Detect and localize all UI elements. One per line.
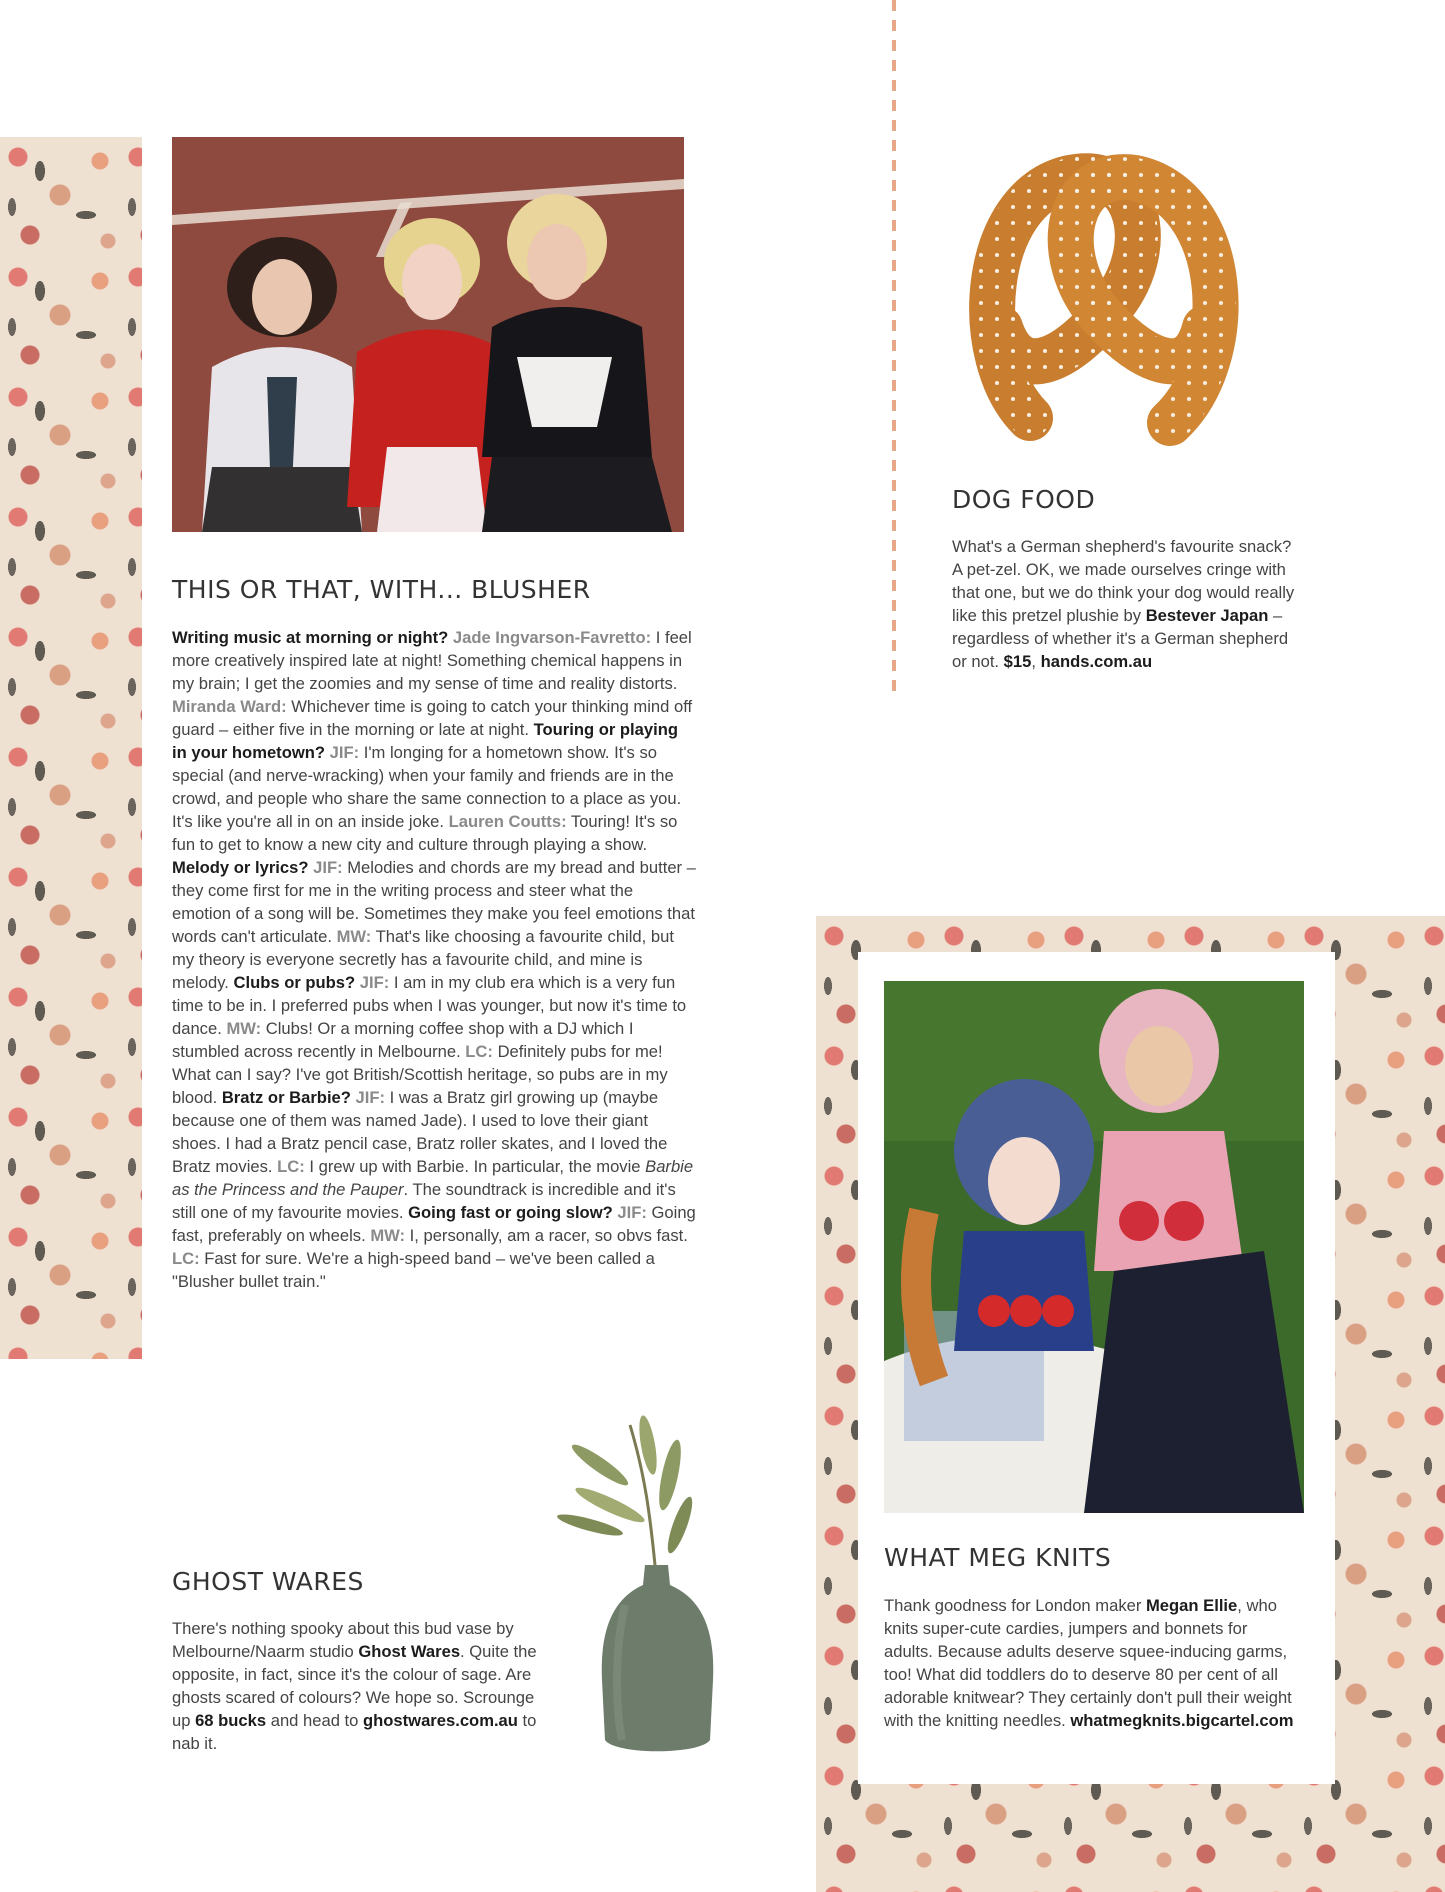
speaker-name: LC: [172,1249,200,1268]
speaker-name: JIF: [359,973,390,992]
bold-text: Bestever Japan [1145,606,1269,625]
text-run: . The soundtrack is incredible and it's still one of my favourite movies. [172,1180,676,1222]
dog-food-text [952,535,1296,673]
text-run: I was a Bratz girl growing up (maybe because one of them was named Jade). I used to love their giant shoes. I had a Bratz pencil case, Bratz roller skates, and I loved the Bratz movies. [172,1088,668,1176]
question: Clubs or pubs? [233,973,356,992]
text-run: I grew up with Barbie. In particular, the movie [304,1157,646,1176]
text-run: , who knits super-cute cardies, jumpers and bonnets for adults. Because adults deserve squee-inducing garms, too! What did toddlers do to deserve 80 per cent of all adorable knitwear? They certainly don't pull their weight with the knitting needles. [884,1596,1292,1730]
floral-border-left [0,137,142,1359]
text-run: Touring! It's so fun to get to know a new city and culture through playing a show. [172,812,678,854]
text-run: Clubs! Or a morning coffee shop with a DJ which I stumbled across recently in Melbourne. [172,1019,634,1061]
meg-knits-photo [884,981,1304,1513]
ghost-wares-title: GHOST WARES [172,1567,364,1596]
text-run: . Quite the opposite, in fact, since it's the colour of sage. Are ghosts scared of colours? We hope so. Scrounge up [172,1642,537,1730]
question: Melody or lyrics? [172,858,309,877]
text-run: Whichever time is going to catch your thinking mind off guard – either five in the morning or late at night. [172,697,693,739]
speaker-name: MW: [336,927,372,946]
speaker-name: JIF: [617,1203,647,1222]
text-run: I am in my club era which is a very fun time to be in. I preferred pubs when I was younger, but now it's time to dance. [172,973,687,1038]
speaker-name: JIF: [313,858,343,877]
speaker-name: Lauren Coutts: [448,812,567,831]
text-run: – regardless of whether it's a German shepherd or not. [952,606,1289,671]
speaker-name: LC: [277,1157,305,1176]
bold-text: whatmegknits.bigcartel.com [1070,1711,1294,1730]
text-run: to nab it. [172,1711,537,1753]
bold-text: 68 bucks [195,1711,267,1730]
text-run: Definitely pubs for me! What can I say? I've got British/Scottish heritage, so pubs are in my blood. [172,1042,668,1107]
text-run: I, personally, am a racer, so obvs fast. [405,1226,688,1245]
blusher-interview-text [172,626,696,1293]
speaker-name: Jade Ingvarson-Favretto: [452,628,652,647]
bold-text: Megan Ellie [1145,1596,1238,1615]
italic-title: Barbie as the Princess and the Pauper [172,1157,694,1199]
question: Writing music at morning or night? [172,628,449,647]
blusher-band-photo [172,137,684,532]
bold-text: ghostwares.com.au [363,1711,518,1730]
text-run: There's nothing spooky about this bud vase by Melbourne/Naarm studio [172,1619,514,1661]
bold-text: Ghost Wares [358,1642,461,1661]
sage-bud-vase-image [530,1405,730,1760]
blusher-title: THIS OR THAT, WITH... BLUSHER [172,575,591,604]
dog-food-title: DOG FOOD [952,485,1096,514]
ghost-wares-text [172,1617,547,1755]
text-run: , [1031,652,1041,671]
meg-knits-text [884,1594,1294,1732]
dashed-divider [892,0,896,700]
meg-knits-title: WHAT MEG KNITS [884,1543,1112,1572]
text-run: and head to [266,1711,363,1730]
question: Going fast or going slow? [408,1203,613,1222]
text-run: That's like choosing a favourite child, but my theory is everyone secretly has a favourite child, and mine is melody. [172,927,674,992]
speaker-name: LC: [465,1042,493,1061]
question: Bratz or Barbie? [221,1088,351,1107]
bold-text: hands.com.au [1040,652,1153,671]
speaker-name: Miranda Ward: [172,697,287,716]
speaker-name: MW: [226,1019,262,1038]
text-run: Melodies and chords are my bread and butter – they come first for me in the writing process and steer what the emotion of a song will be. Sometimes they make you feel emotions that words can't articulate. [172,858,696,946]
speaker-name: JIF: [355,1088,386,1107]
text-run: Fast for sure. We're a high-speed band – we've been called a "Blusher bullet train." [172,1249,655,1291]
speaker-name: MW: [370,1226,406,1245]
text-run: Going fast, preferably on wheels. [172,1203,696,1245]
text-run: What's a German shepherd's favourite snack? A pet-zel. OK, we made ourselves cringe with that one, but we do think your dog would really like this pretzel plushie by [952,537,1295,625]
pretzel-plush-image [960,138,1246,448]
question: Touring or playing in your hometown? [172,720,679,762]
text-run: I feel more creatively inspired late at night! Something chemical happens in my brain; I get the zoomies and my sense of time and reality distorts. [172,628,692,693]
speaker-name: JIF: [329,743,360,762]
bold-text: $15 [1003,652,1032,671]
text-run: Thank goodness for London maker [884,1596,1146,1615]
text-run: I'm longing for a hometown show. It's so special (and nerve-wracking) when your family and friends are in the crowd, and people who share the same connection to a place as you. It's like you're all in on an inside joke. [172,743,682,831]
